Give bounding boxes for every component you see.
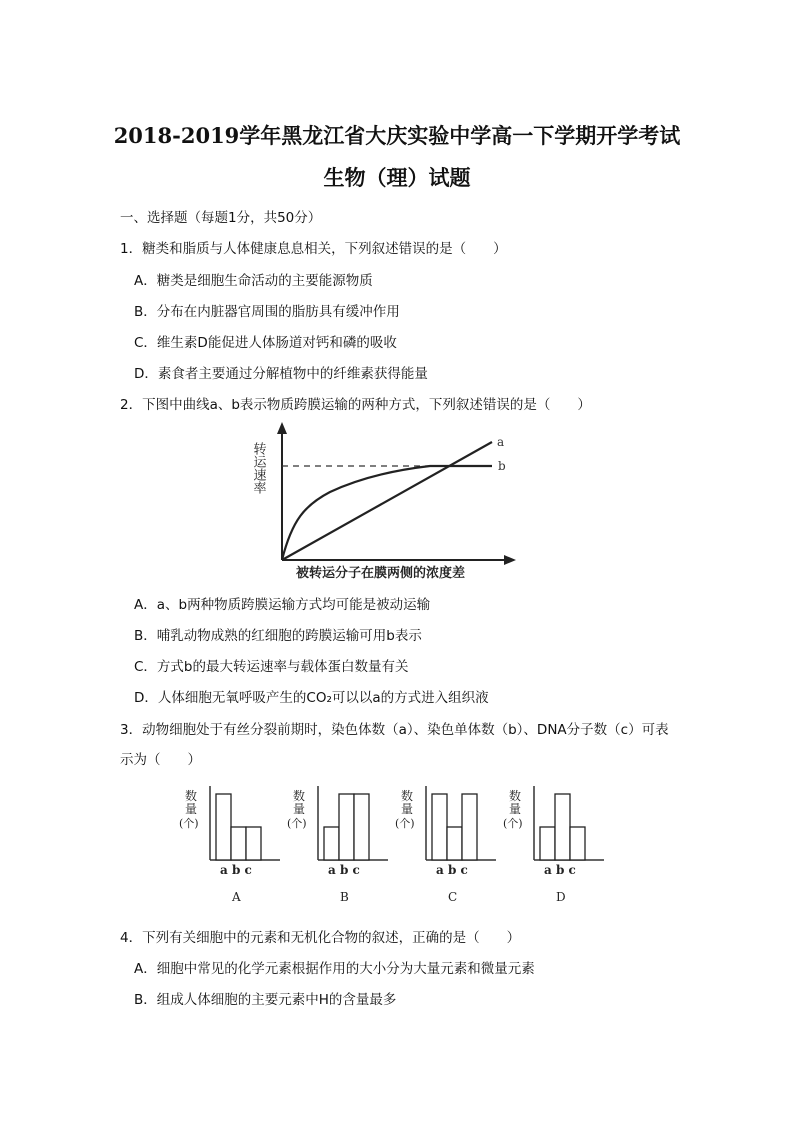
bar-b [231, 827, 246, 860]
transport-x-label: 被转运分子在膜两侧的浓度差 [296, 566, 466, 581]
question-4-stem: 4．下列有关细胞中的元素和无机化合物的叙述，正确的是（ ） [120, 930, 521, 946]
question-2-option-b: B．哺乳动物成熟的红细胞的跨膜运输可用b表示 [134, 628, 422, 644]
bar-panel-ylabel-2: 量 [509, 802, 522, 816]
bar-panel-ylabel-3: (个) [287, 817, 307, 830]
question-4-option-b: B．组成人体细胞的主要元素中H的含量最多 [134, 992, 397, 1008]
bar-panel-label-C: C [448, 890, 458, 904]
bar-panel-ylabel-1: 数 [509, 789, 522, 803]
section-heading: 一、选择题（每题1分，共50分） [120, 210, 322, 226]
bar-c [570, 827, 585, 860]
curve-a-label: a [497, 435, 505, 449]
exam-subtitle: 生物（理）试题 [323, 165, 471, 190]
exam-title: 2018-2019学年黑龙江省大庆实验中学高一下学期开学考试 [113, 123, 681, 148]
bar-panel-ylabel-1: 数 [401, 789, 414, 803]
bar-panel-ylabel-3: (个) [503, 817, 523, 830]
bar-panel-label-A: A [232, 890, 241, 904]
y-axis-arrow [277, 422, 287, 434]
transport-y-label: 转运速率 [250, 442, 266, 494]
question-1-option-a: A．糖类是细胞生命活动的主要能源物质 [134, 273, 373, 289]
bar-panel-xlabels: a b c [220, 863, 252, 877]
question-1-option-c: C．维生素D能促进人体肠道对钙和磷的吸收 [134, 335, 397, 351]
question-2-option-d: D．人体细胞无氧呼吸产生的CO₂可以以a的方式进入组织液 [134, 690, 489, 706]
question-3-stem-line1: 3．动物细胞处于有丝分裂前期时，染色体数（a）、染色单体数（b）、DNA分子数（c）可表 [120, 722, 669, 738]
bar-panel-ylabel-3: (个) [179, 817, 199, 830]
bar-a [216, 794, 231, 860]
bar-c [354, 794, 369, 860]
bar-panel-xlabels: a b c [328, 863, 360, 877]
bar-a [324, 827, 339, 860]
question-1-stem: 1．糖类和脂质与人体健康息息相关，下列叙述错误的是（ ） [120, 241, 507, 257]
bar-panel-label-B: B [340, 890, 349, 904]
question-1-option-b: B．分布在内脏器官周围的脂肪具有缓冲作用 [134, 304, 400, 320]
bar-a [540, 827, 555, 860]
bar-b [555, 794, 570, 860]
curve-a [282, 442, 492, 560]
question-2-option-c: C．方式b的最大转运速率与载体蛋白数量有关 [134, 659, 409, 675]
bar-panel-ylabel-1: 数 [293, 789, 306, 803]
bar-panel-xlabels: a b c [436, 863, 468, 877]
bar-panel-xlabels: a b c [544, 863, 576, 877]
curve-b [282, 466, 492, 560]
bar-panel-ylabel-2: 量 [401, 802, 414, 816]
bar-panel-ylabel-1: 数 [185, 789, 198, 803]
bar-c [462, 794, 477, 860]
question-1-option-d: D．素食者主要通过分解植物中的纤维素获得能量 [134, 366, 428, 382]
question-3-stem-line2: 示为（ ） [120, 752, 201, 768]
curve-b-label: b [498, 459, 506, 473]
bar-panel-ylabel-3: (个) [395, 817, 415, 830]
bar-panel-ylabel-2: 量 [293, 802, 306, 816]
question-2-stem: 2．下图中曲线a、b表示物质跨膜运输的两种方式，下列叙述错误的是（ ） [120, 397, 591, 413]
question-2-option-a: A．a、b两种物质跨膜运输方式均可能是被动运输 [134, 597, 431, 613]
bar-b [447, 827, 462, 860]
bar-c [246, 827, 261, 860]
bar-panel-ylabel-2: 量 [185, 802, 198, 816]
bar-panel-label-D: D [556, 890, 566, 904]
bar-b [339, 794, 354, 860]
bar-a [432, 794, 447, 860]
x-axis-arrow [504, 555, 516, 565]
question-4-option-a: A．细胞中常见的化学元素根据作用的大小分为大量元素和微量元素 [134, 961, 535, 977]
